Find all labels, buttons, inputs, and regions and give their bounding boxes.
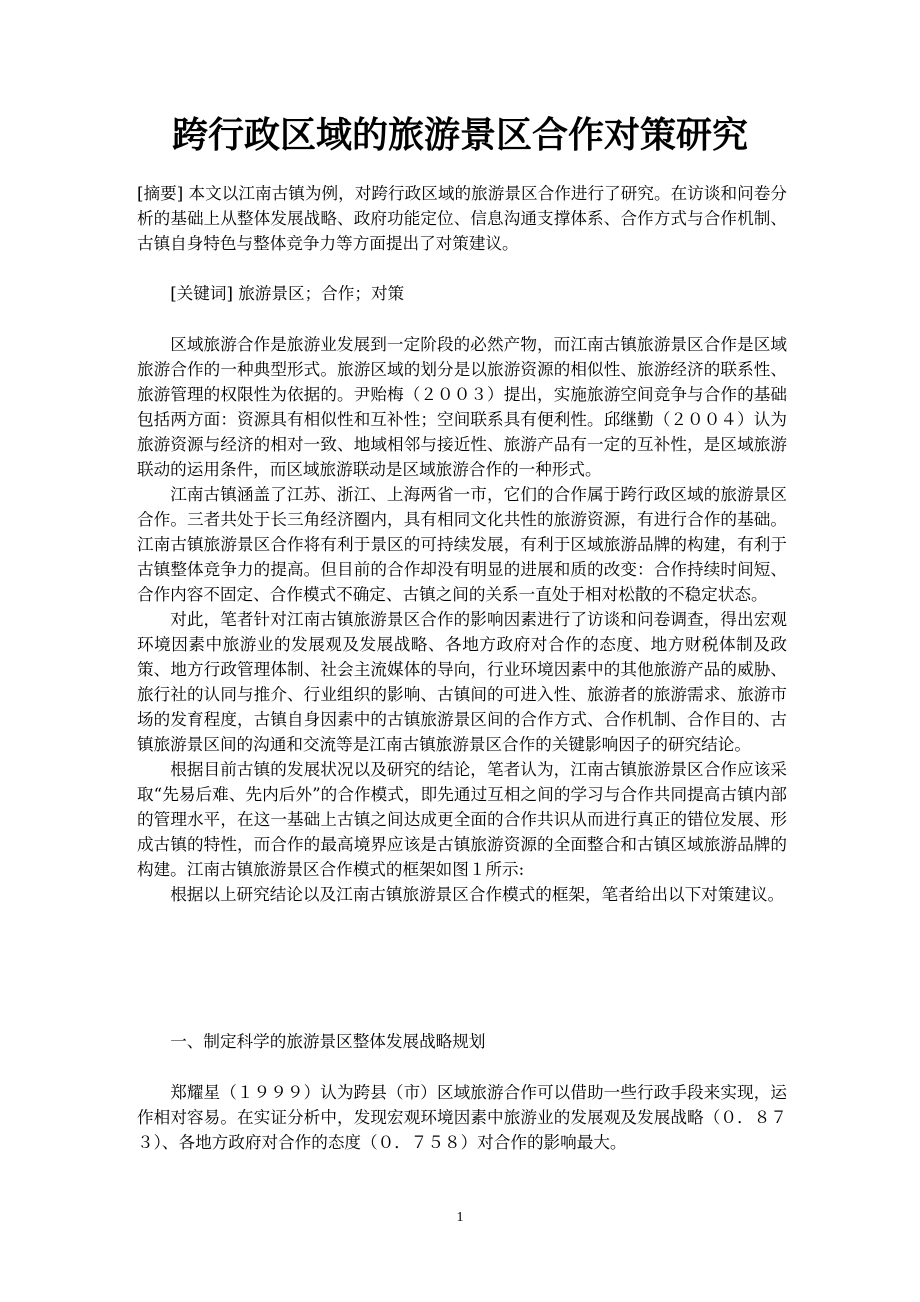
section-heading: 一、制定科学的旅游景区整体发展战略规划 bbox=[170, 1032, 486, 1051]
keywords: [关键词] 旅游景区；合作；对策 bbox=[170, 284, 405, 303]
body-text bbox=[137, 332, 787, 907]
document-title: 跨行政区域的旅游景区合作对策研究 bbox=[171, 115, 748, 156]
section-paragraph: 郑耀星（１９９９）认为跨县（市）区域旅游合作可以借助一些行政手段来实现，运作相对容易。在实证分析中，发现宏观环境因素中旅游业的发展观及发展战略（０．８７３）、各地方政府对合作的态度（０．７５８）对合作的影响最大。 bbox=[137, 1083, 787, 1152]
page-number: 1 bbox=[456, 1210, 464, 1225]
abstract: [摘要] 本文以江南古镇为例，对跨行政区域的旅游景区合作进行了研究。在访谈和问卷分析的基础上从整体发展战略、政府功能定位、信息沟通支撑体系、合作方式与合作机制、古镇自身特色与整体竞争力等方面提出了对策建议。 bbox=[137, 184, 787, 253]
paragraph-jiangnan-towns: 江南古镇涵盖了江苏、浙江、上海两省一市，它们的合作属于跨行政区域的旅游景区合作。三者共处于长三角经济圈内，具有相同文化共性的旅游资源，有进行合作的基础。江南古镇旅游景区合作将有利于景区的可持续发展，有利于区域旅游品牌的构建，有利于古镇整体竞争力的提高。但目前的合作却没有明显的进展和质的改变：合作持续时间短、合作内容不固定、合作模式不确定、古镇之间的关系一直处于相对松散的不稳定状态。 bbox=[137, 485, 787, 604]
paragraph-survey-findings: 对此，笔者针对江南古镇旅游景区合作的影响因素进行了访谈和问卷调查，得出宏观环境因素中旅游业的发展观及发展战略、各地方政府对合作的态度、地方财税体制及政策、地方行政管理体制、社会主流媒体的导向，行业环境因素中的其他旅游产品的威胁、旅行社的认同与推介、行业组织的影响、古镇间的可进入性、旅游者的旅游需求、旅游市场的发育程度，古镇自身因素中的古镇旅游景区间的合作方式、合作机制、合作目的、古镇旅游景区间的沟通和交流等是江南古镇旅游景区合作的关键影响因子的研究结论。 bbox=[137, 610, 787, 754]
paragraph-regional-cooperation: 区域旅游合作是旅游业发展到一定阶段的必然产物，而江南古镇旅游景区合作是区域旅游合作的一种典型形式。旅游区域的划分是以旅游资源的相似性、旅游经济的联系性、旅游管理的权限性为依据的。尹贻梅（２００３）提出，实施旅游空间竞争与合作的基础包括两方面：资源具有相似性和互补性；空间联系具有便利性。邱继勤（２００４）认为旅游资源与经济的相对一致、地域相邻与接近性、旅游产品有一定的互补性，是区域旅游联动的运用条件，而区域旅游联动是区域旅游合作的一种形式。 bbox=[137, 335, 787, 479]
paragraph-cooperation-model: 根据目前古镇的发展状况以及研究的结论，笔者认为，江南古镇旅游景区合作应该采取“先易后难、先内后外”的合作模式，即先通过互相之间的学习与合作共同提高古镇内部的管理水平，在这一基础上古镇之间达成更全面的合作共识从而进行真正的错位发展、形成古镇的特性，而合作的最高境界应该是古镇旅游资源的全面整合和古镇区域旅游品牌的构建。江南古镇旅游景区合作模式的框架如图１所示: bbox=[137, 760, 787, 879]
paragraph-recommendations-intro: 根据以上研究结论以及江南古镇旅游景区合作模式的框架，笔者给出以下对策建议。 bbox=[170, 885, 785, 904]
